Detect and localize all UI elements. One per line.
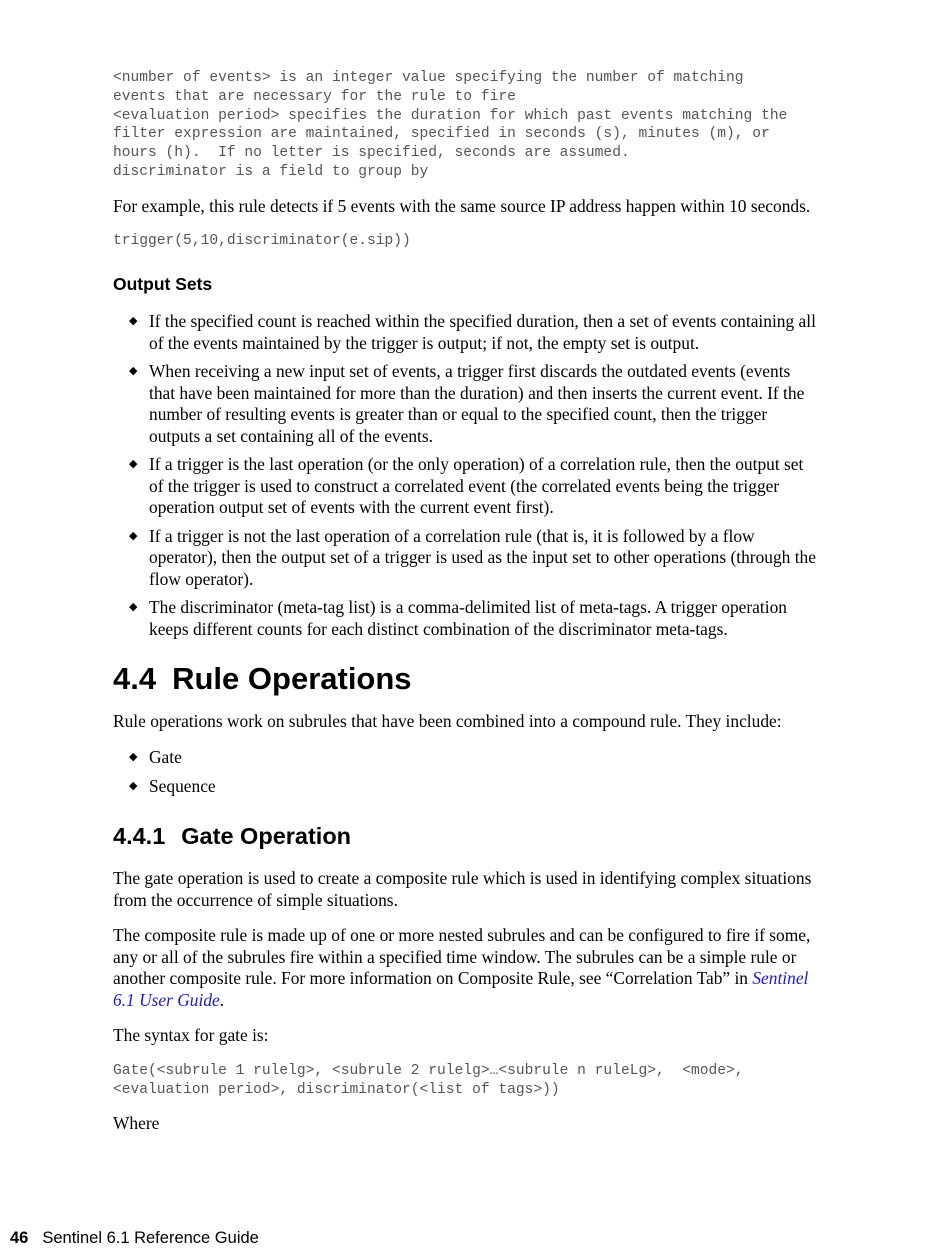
code-line: hours (h). If no letter is specified, seconds are assumed. (113, 145, 630, 162)
diamond-bullet-icon: ◆ (129, 751, 138, 763)
diamond-bullet-icon: ◆ (129, 365, 138, 377)
list-item-label: Gate (149, 747, 182, 767)
code-line: discriminator is a field to group by (113, 163, 429, 180)
bullet-text-line: of the events maintained by the trigger is output; if not, the empty set is output. (149, 332, 700, 353)
rule-operations-list (113, 747, 853, 804)
section-title: Rule Operations (172, 661, 412, 696)
link-text[interactable]: 6.1 User Guide (113, 989, 220, 1010)
section-number: 4.4 (113, 661, 157, 696)
page-number: 46 (10, 1229, 29, 1247)
text-line: . (219, 989, 225, 1010)
bullet-text-line: flow operator). (149, 568, 254, 589)
code-line: <evaluation period>, discriminator(<list of tags>)) (113, 1081, 560, 1098)
list-item (113, 361, 853, 447)
gate-paragraph-1 (113, 868, 853, 911)
diamond-bullet-icon: ◆ (129, 458, 138, 470)
document-title: Sentinel 6.1 Reference Guide (42, 1229, 259, 1247)
syntax-intro: The syntax for gate is: (113, 1025, 269, 1045)
section-number: 4.4.1 (113, 823, 166, 849)
bullet-text-line: keeps different counts for each distinct combination of the discriminator meta-tags. (149, 618, 728, 639)
text-line: from the occurrence of simple situations. (113, 889, 398, 910)
list-item (113, 454, 853, 519)
where-label: Where (113, 1113, 160, 1133)
list-item (113, 747, 853, 769)
bullet-text-line: The discriminator (meta-tag list) is a comma-delimited list of meta-tags. A trigger operation (149, 597, 787, 617)
intro-code-block (113, 69, 787, 182)
example-code: trigger(5,10,discriminator(e.sip)) (113, 233, 411, 249)
bullet-text-line: that have been maintained for more than the duration) and then inserts the current event. If the (149, 382, 805, 403)
code-line: events that are necessary for the rule to fire (113, 88, 516, 105)
example-paragraph: For example, this rule detects if 5 events with the same source IP address happen within 10 seconds. (113, 196, 811, 216)
gate-syntax-code (113, 1062, 744, 1100)
diamond-bullet-icon: ◆ (129, 315, 138, 327)
code-line: Gate(<subrule 1 rulelg>, <subrule 2 rulelg>…<subrule n ruleLg>, <mode>, (113, 1063, 744, 1079)
text-line: any or all of the subrules fire within a specified time window. The subrules can be a simple rule or (113, 946, 797, 967)
gate-paragraph-2 (113, 925, 853, 1011)
bullet-text-line: operation output set of events with the current event first). (149, 497, 554, 517)
page-footer (10, 1229, 259, 1248)
section-heading-4-4 (113, 661, 412, 697)
code-line: filter expression are maintained, specified in seconds (s), minutes (m), or (113, 126, 770, 143)
section-heading-4-4-1 (113, 823, 351, 850)
diamond-bullet-icon: ◆ (129, 779, 138, 792)
text-line: another composite rule. For more information on Composite Rule, see “Correlation Tab” in (113, 968, 753, 988)
bullet-text-line: When receiving a new input set of events, a trigger first discards the outdated events (events (149, 361, 791, 381)
section-title: Gate Operation (181, 823, 352, 849)
list-item (113, 311, 853, 354)
bullet-text-line: If a trigger is not the last operation of a correlation rule (that is, it is followed by a flow (149, 525, 755, 546)
list-item-label: Sequence (149, 775, 216, 796)
diamond-bullet-icon: ◆ (129, 529, 138, 542)
bullet-text-line: If a trigger is the last operation (or the only operation) of a correlation rule, then the output set (149, 454, 804, 474)
text-line: The composite rule is made up of one or more nested subrules and can be configured to fire if some, (113, 925, 811, 945)
output-sets-heading: Output Sets (113, 274, 213, 294)
rule-operations-intro: Rule operations work on subrules that have been combined into a compound rule. They include: (113, 711, 782, 731)
bullet-text-line: of the trigger is used to construct a correlated event (the correlated events being the trigger (149, 475, 780, 496)
list-item (113, 597, 853, 640)
diamond-bullet-icon: ◆ (129, 601, 138, 613)
bullet-text-line: If the specified count is reached within the specified duration, then a set of events containing all (149, 311, 816, 331)
bullet-text-line: number of resulting events is greater than or equal to the specified count, then the trigger (149, 404, 768, 424)
bullet-text-line: operator), then the output set of a trigger is used as the input set to other operations (through the (149, 547, 816, 567)
link-text[interactable]: Sentinel (752, 968, 809, 988)
text-line: The gate operation is used to create a composite rule which is used in identifying complex situations (113, 868, 812, 888)
list-item (113, 776, 853, 798)
code-line: <evaluation period> specifies the duration for which past events matching the (113, 107, 788, 124)
bullet-text-line: outputs a set containing all of the events. (149, 425, 433, 446)
code-line: <number of events> is an integer value specifying the number of matching (113, 70, 744, 86)
output-sets-list (113, 311, 853, 647)
list-item (113, 526, 853, 591)
